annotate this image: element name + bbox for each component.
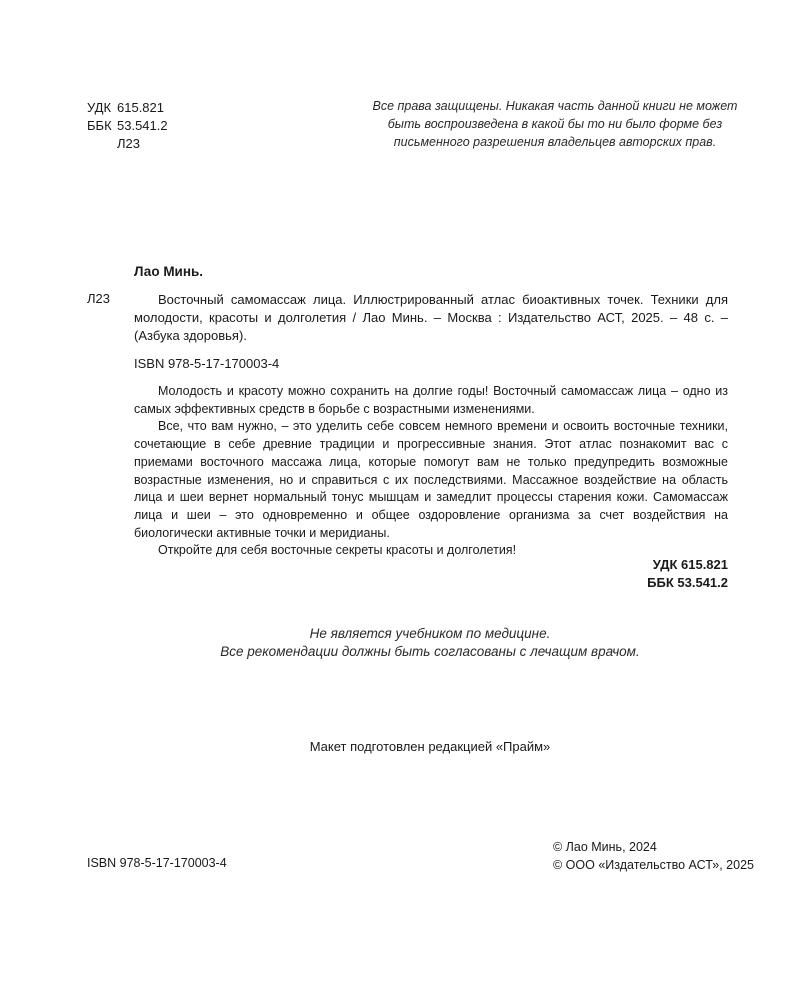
copyright: © Лао Минь, 2024 © ООО «Издательство АСТ», 2025	[553, 840, 754, 872]
udk-label: УДК	[87, 100, 112, 115]
isbn-bottom: ISBN 978-5-17-170003-4	[87, 856, 227, 870]
bbk-bottom: ББК 53.541.2	[647, 575, 728, 590]
author-name: Лао Минь.	[134, 264, 204, 279]
classification-block	[87, 99, 168, 153]
udk-value: 615.821	[117, 100, 164, 115]
udk-bottom: УДК 615.821	[652, 557, 728, 572]
udk-row	[87, 99, 168, 117]
annotation-paragraph: Откройте для себя восточные секреты красоты и долголетия!	[158, 543, 517, 558]
author-code-left: Л23	[87, 291, 110, 306]
annotation-paragraph: Молодость и красоту можно сохранить на долгие годы! Восточный самомассаж лица – одно из самых эффективных средств в борьбе с возрастными изменениями.	[134, 384, 728, 416]
bbk-row	[87, 117, 168, 135]
bbk-label: ББК	[87, 118, 112, 133]
bbk-value: 53.541.2	[117, 118, 168, 133]
annotation-paragraph: Все, что вам нужно, – это уделить себе совсем немного времени и освоить восточные техники, сочетающие в себе древние традиции и прогрессивные знания. Этот атлас познакомит вас с приемами восточного массажа лица, которые помогут вам не только предупредить возможные возрастные изменения, но и справиться с их последствиями. Массажное воздействие на область лица и шеи вернет нормальный тонус мышцам и замедлит процессы старения кожи. Самомассаж лица и шеи – это одновременно и общее оздоровление организма за счет воздействия на биологически активные точки и меридианы.	[134, 419, 728, 540]
author-sign-row	[87, 135, 168, 153]
annotation	[134, 383, 728, 560]
medical-disclaimer: Не является учебником по медицине. Все рекомендации должны быть согласованы с лечащим врачом.	[220, 626, 640, 659]
bibliographic-description: Восточный самомассаж лица. Иллюстрированный атлас биоактивных точек. Техники для молодости, красоты и долголетия / Лао Минь. – Москва : Издательство АСТ, 2025. – 48 с. – (Азбука здоровья).	[134, 292, 728, 343]
isbn-main: ISBN 978-5-17-170003-4	[134, 356, 280, 371]
author-sign: Л23	[117, 136, 140, 151]
classification-bottom	[647, 556, 728, 592]
rights-notice: Все права защищены. Никакая часть данной книги не может быть воспроизведена в какой бы то ни было форме без письменного разрешения владельцев авторских прав.	[372, 99, 738, 149]
layout-note: Макет подготовлен редакцией «Прайм»	[309, 739, 551, 754]
